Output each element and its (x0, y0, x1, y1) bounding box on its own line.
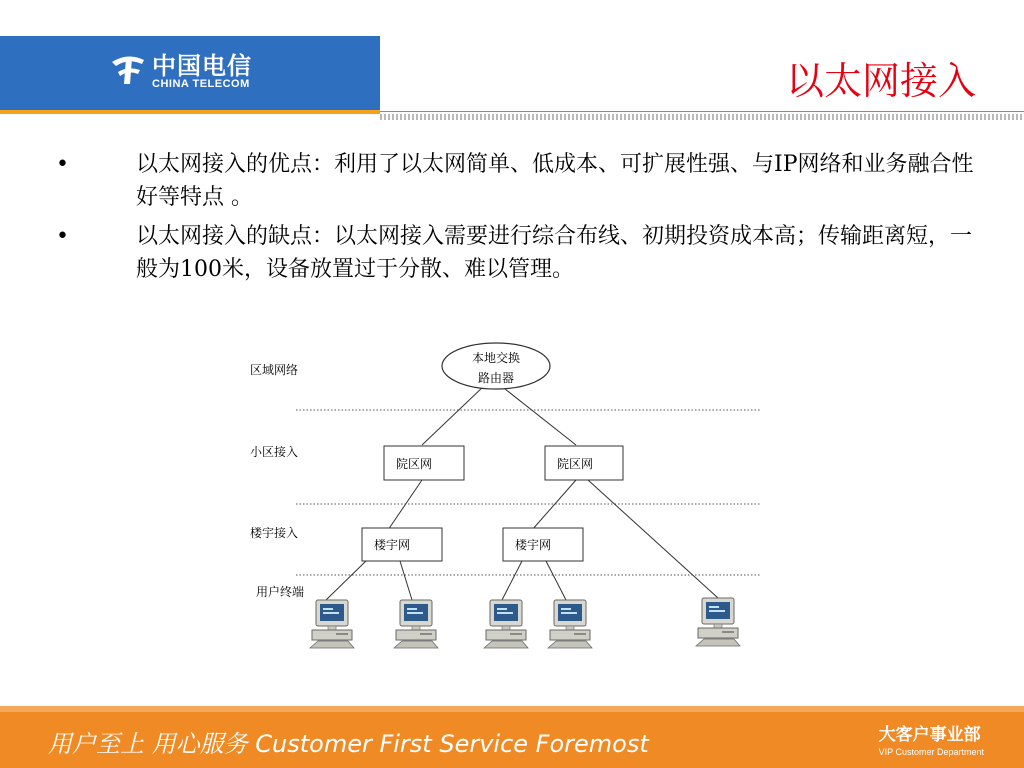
router-label-line1: 本地交换 (471, 351, 521, 365)
campus-node-label: 院区网 (557, 457, 594, 471)
layer-label: 楼宇接入 (250, 526, 299, 540)
layer-label: 小区接入 (250, 445, 299, 459)
desktop-computer-icon (394, 600, 438, 648)
layer-label: 区域网络 (250, 363, 299, 377)
desktop-computer-icon (548, 600, 592, 648)
department-name-cn: 大客户事业部 (878, 725, 981, 745)
page-title: 以太网接入 (785, 59, 976, 103)
bullet-disadvantages (56, 220, 976, 286)
logo-text-en: CHINA TELECOM (152, 78, 250, 90)
department-name-en: VIP Customer Department (878, 747, 984, 757)
connection-lines (326, 385, 718, 600)
desktop-computer-icon (310, 600, 354, 648)
building-node-label: 楼宇网 (515, 538, 552, 552)
footer-band (0, 712, 1024, 768)
bullet-text: 以太网接入的缺点：以太网接入需要进行综合布线、初期投资成本高；传输距离短，一般为100米，设备放置过于分散、难以管理。 (136, 224, 973, 282)
campus-node-label: 院区网 (396, 457, 433, 471)
bullet-list (56, 148, 976, 292)
china-telecom-logo (108, 46, 278, 100)
bullet-dot: • (56, 152, 69, 177)
bullet-advantages (56, 148, 976, 214)
header-divider (380, 111, 1024, 112)
footer-department (879, 720, 984, 757)
header-divider-pattern (380, 114, 1024, 120)
layer-label: 用户终端 (256, 585, 305, 599)
building-node-label: 楼宇网 (374, 538, 411, 552)
bullet-dot: • (56, 224, 69, 249)
desktop-computer-icon (696, 598, 740, 646)
china-telecom-logo-icon (108, 48, 148, 88)
router-label-line2: 路由器 (477, 371, 515, 385)
network-topology-diagram (240, 330, 780, 660)
logo-text-cn: 中国电信 (152, 52, 252, 80)
bullet-text: 以太网接入的优点：利用了以太网简单、低成本、可扩展性强、与IP网络和业务融合性好等特点 。 (136, 152, 974, 210)
footer-slogan: 用户至上 用心服务 Customer First Service Foremost (48, 730, 649, 758)
desktop-computer-icon (484, 600, 528, 648)
